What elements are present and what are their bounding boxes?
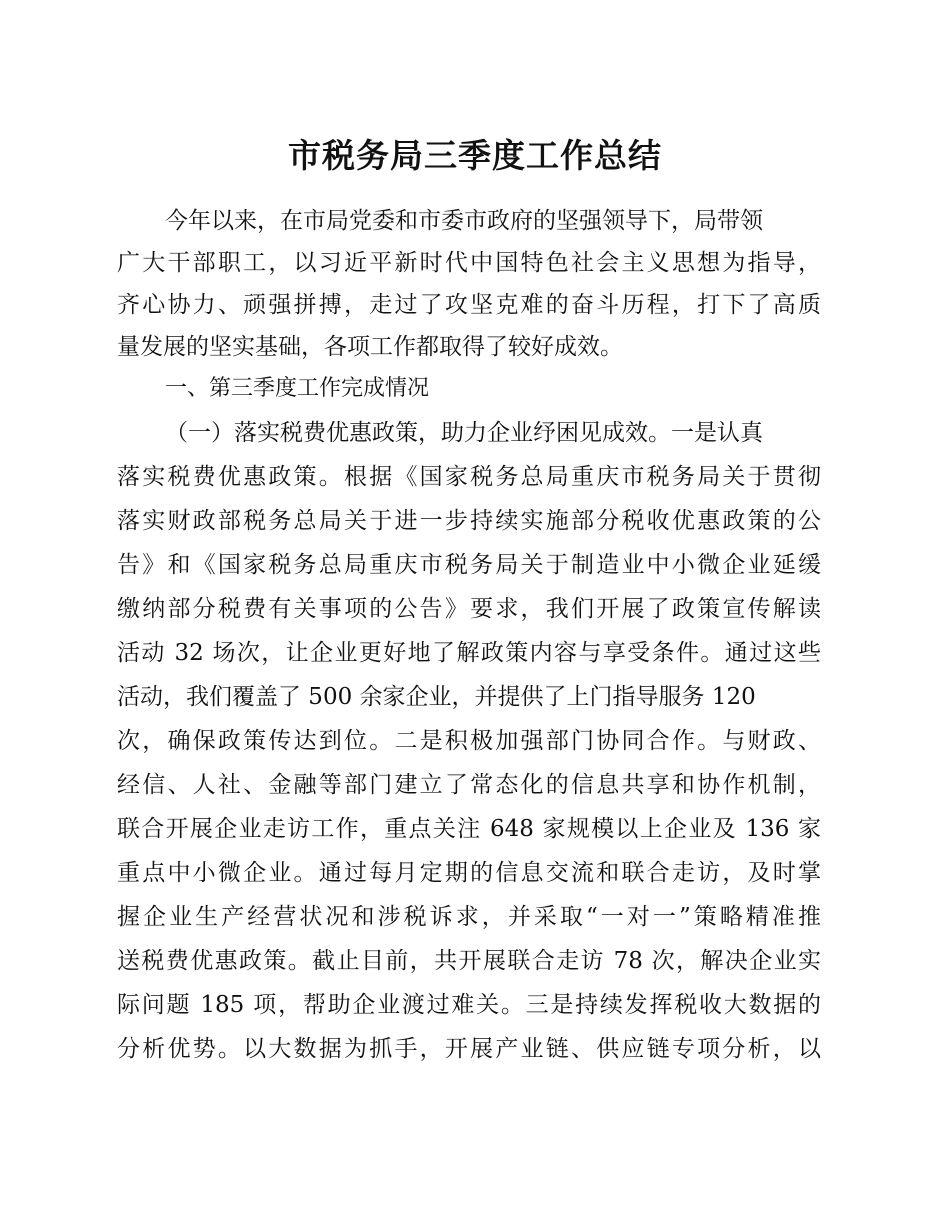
intro-line: 广大干部职工，以习近平新时代中国特色社会主义思想为指导，	[117, 250, 821, 276]
body-line: （一）落实税费优惠政策，助力企业纾困见成效。一是认真	[165, 420, 763, 446]
body-line: 经信、人社、金融等部门建立了常态化的信息共享和协作机制，	[117, 772, 821, 798]
body-line: 次，确保政策传达到位。二是积极加强部门协同合作。与财政、	[117, 728, 821, 754]
body-line: 缴纳部分税费有关事项的公告》要求，我们开展了政策宣传解读	[117, 596, 821, 622]
body-line: 活动 32 场次，让企业更好地了解政策内容与享受条件。通过这些	[117, 640, 821, 666]
body-line: 际问题 185 项，帮助企业渡过难关。三是持续发挥税收大数据的	[117, 992, 821, 1018]
body-line: 分析优势。以大数据为抓手，开展产业链、供应链专项分析，以	[117, 1036, 821, 1062]
intro-line: 今年以来，在市局党委和市委市政府的坚强领导下，局带领	[165, 208, 763, 234]
body-line: 送税费优惠政策。截止目前，共开展联合走访 78 次，解决企业实	[117, 948, 821, 974]
body-line: 握企业生产经营状况和涉税诉求，并采取“一对一”策略精准推	[117, 904, 821, 930]
body-line: 落实财政部税务总局关于进一步持续实施部分税收优惠政策的公	[117, 508, 821, 534]
intro-line: 量发展的坚实基础，各项工作都取得了较好成效。	[117, 334, 623, 360]
intro-line: 齐心协力、顽强拼搏，走过了攻坚克难的奋斗历程，打下了高质	[117, 292, 821, 318]
section-heading: 一、第三季度工作完成情况	[165, 376, 430, 401]
page-title: 市税务局三季度工作总结	[288, 136, 662, 175]
body-line: 落实税费优惠政策。根据《国家税务总局重庆市税务局关于贯彻	[117, 464, 821, 490]
body-line: 联合开展企业走访工作，重点关注 648 家规模以上企业及 136 家	[117, 816, 821, 842]
body-line: 告》和《国家税务总局重庆市税务局关于制造业中小微企业延缓	[117, 552, 821, 578]
body-line: 活动，我们覆盖了 500 余家企业，并提供了上门指导服务 120	[117, 684, 756, 710]
body-line: 重点中小微企业。通过每月定期的信息交流和联合走访，及时掌	[117, 860, 821, 886]
